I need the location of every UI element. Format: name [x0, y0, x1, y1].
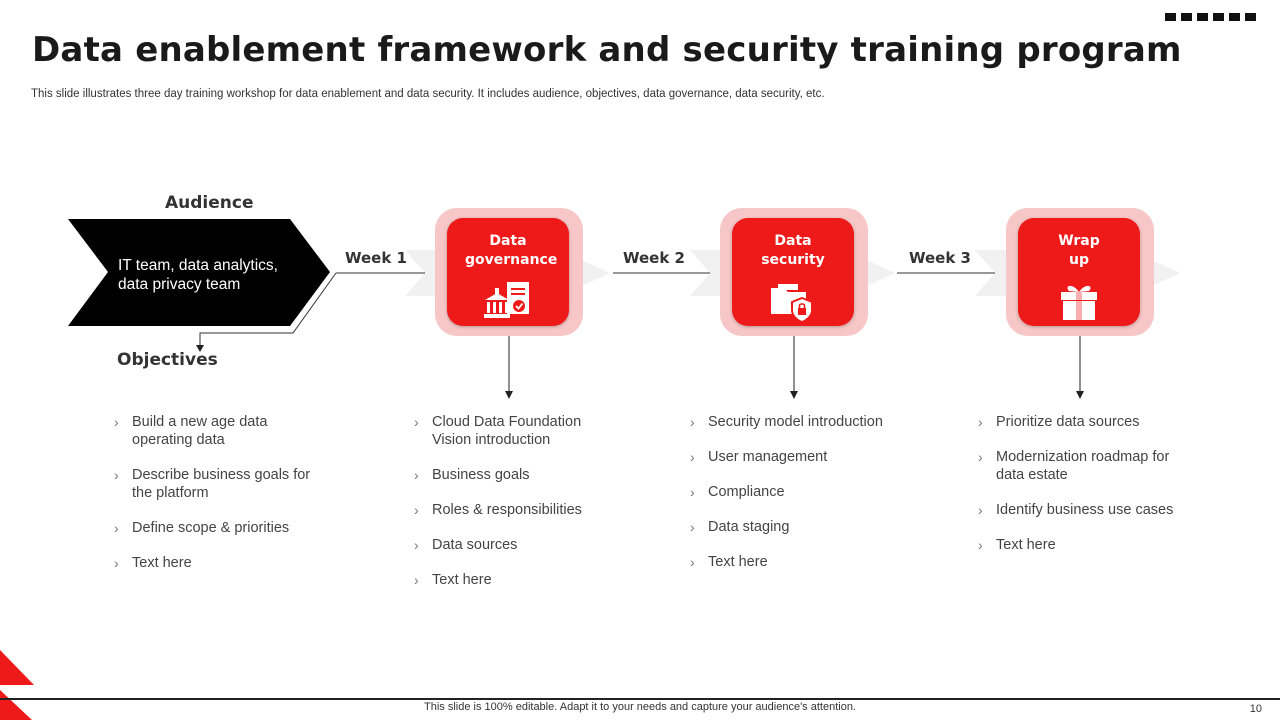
list-item: › Modernization roadmap for data estate [978, 448, 1198, 484]
card-data-security [720, 208, 868, 336]
list-item: › Compliance [690, 483, 900, 501]
card-data-governance [435, 208, 583, 336]
list-item: › Security model introduction [690, 413, 900, 431]
data-security-list [690, 413, 900, 588]
footer-note: This slide is 100% editable. Adapt it to your needs and capture your audience's attention. [424, 701, 856, 713]
arrow-head [1076, 391, 1084, 399]
list-item: › Identify business use cases [978, 501, 1198, 519]
list-item: › Text here [978, 536, 1198, 554]
arrow-head [505, 391, 513, 399]
list-item: › Data staging [690, 518, 900, 536]
gift-box-icon [1054, 280, 1104, 322]
card-title: Data governance [465, 233, 558, 268]
week-2-label: Week 2 [623, 249, 685, 267]
week-3-label: Week 3 [909, 249, 971, 267]
folder-lock-shield-icon [768, 280, 818, 322]
footer-divider [0, 698, 1280, 700]
list-item: › Text here [114, 554, 314, 572]
card-title: Wrap up [1058, 233, 1100, 268]
government-building-document-icon [483, 280, 533, 322]
list-item: › User management [690, 448, 900, 466]
page-number: 10 [1249, 703, 1262, 715]
audience-text: IT team, data analytics, data privacy team [118, 257, 278, 293]
list-item: › Roles & responsibilities [414, 501, 614, 519]
list-item: › Business goals [414, 466, 614, 484]
card-wrap-up [1006, 208, 1154, 336]
week-1-label: Week 1 [345, 249, 407, 267]
list-item: › Data sources [414, 536, 614, 554]
arrow-head [790, 391, 798, 399]
card-title: Data security [761, 233, 825, 268]
page-subtitle: This slide illustrates three day training workshop for data enablement and data security. It includes audience, objectives, data governance, data security, etc. [31, 88, 825, 100]
audience-label: Audience [165, 193, 254, 213]
list-item: › Text here [690, 553, 900, 571]
wrap-up-list [978, 413, 1198, 571]
list-item: › Describe business goals for the platform [114, 466, 314, 502]
list-item: › Cloud Data Foundation Vision introduction [414, 413, 614, 449]
list-item: › Build a new age data operating data [114, 413, 314, 449]
list-item: › Prioritize data sources [978, 413, 1198, 431]
objectives-label: Objectives [117, 350, 218, 370]
list-item: › Text here [414, 571, 614, 589]
data-governance-list [414, 413, 614, 606]
objectives-list [114, 413, 314, 589]
page-title: Data enablement framework and security training program [32, 30, 1182, 70]
list-item: › Define scope & priorities [114, 519, 314, 537]
